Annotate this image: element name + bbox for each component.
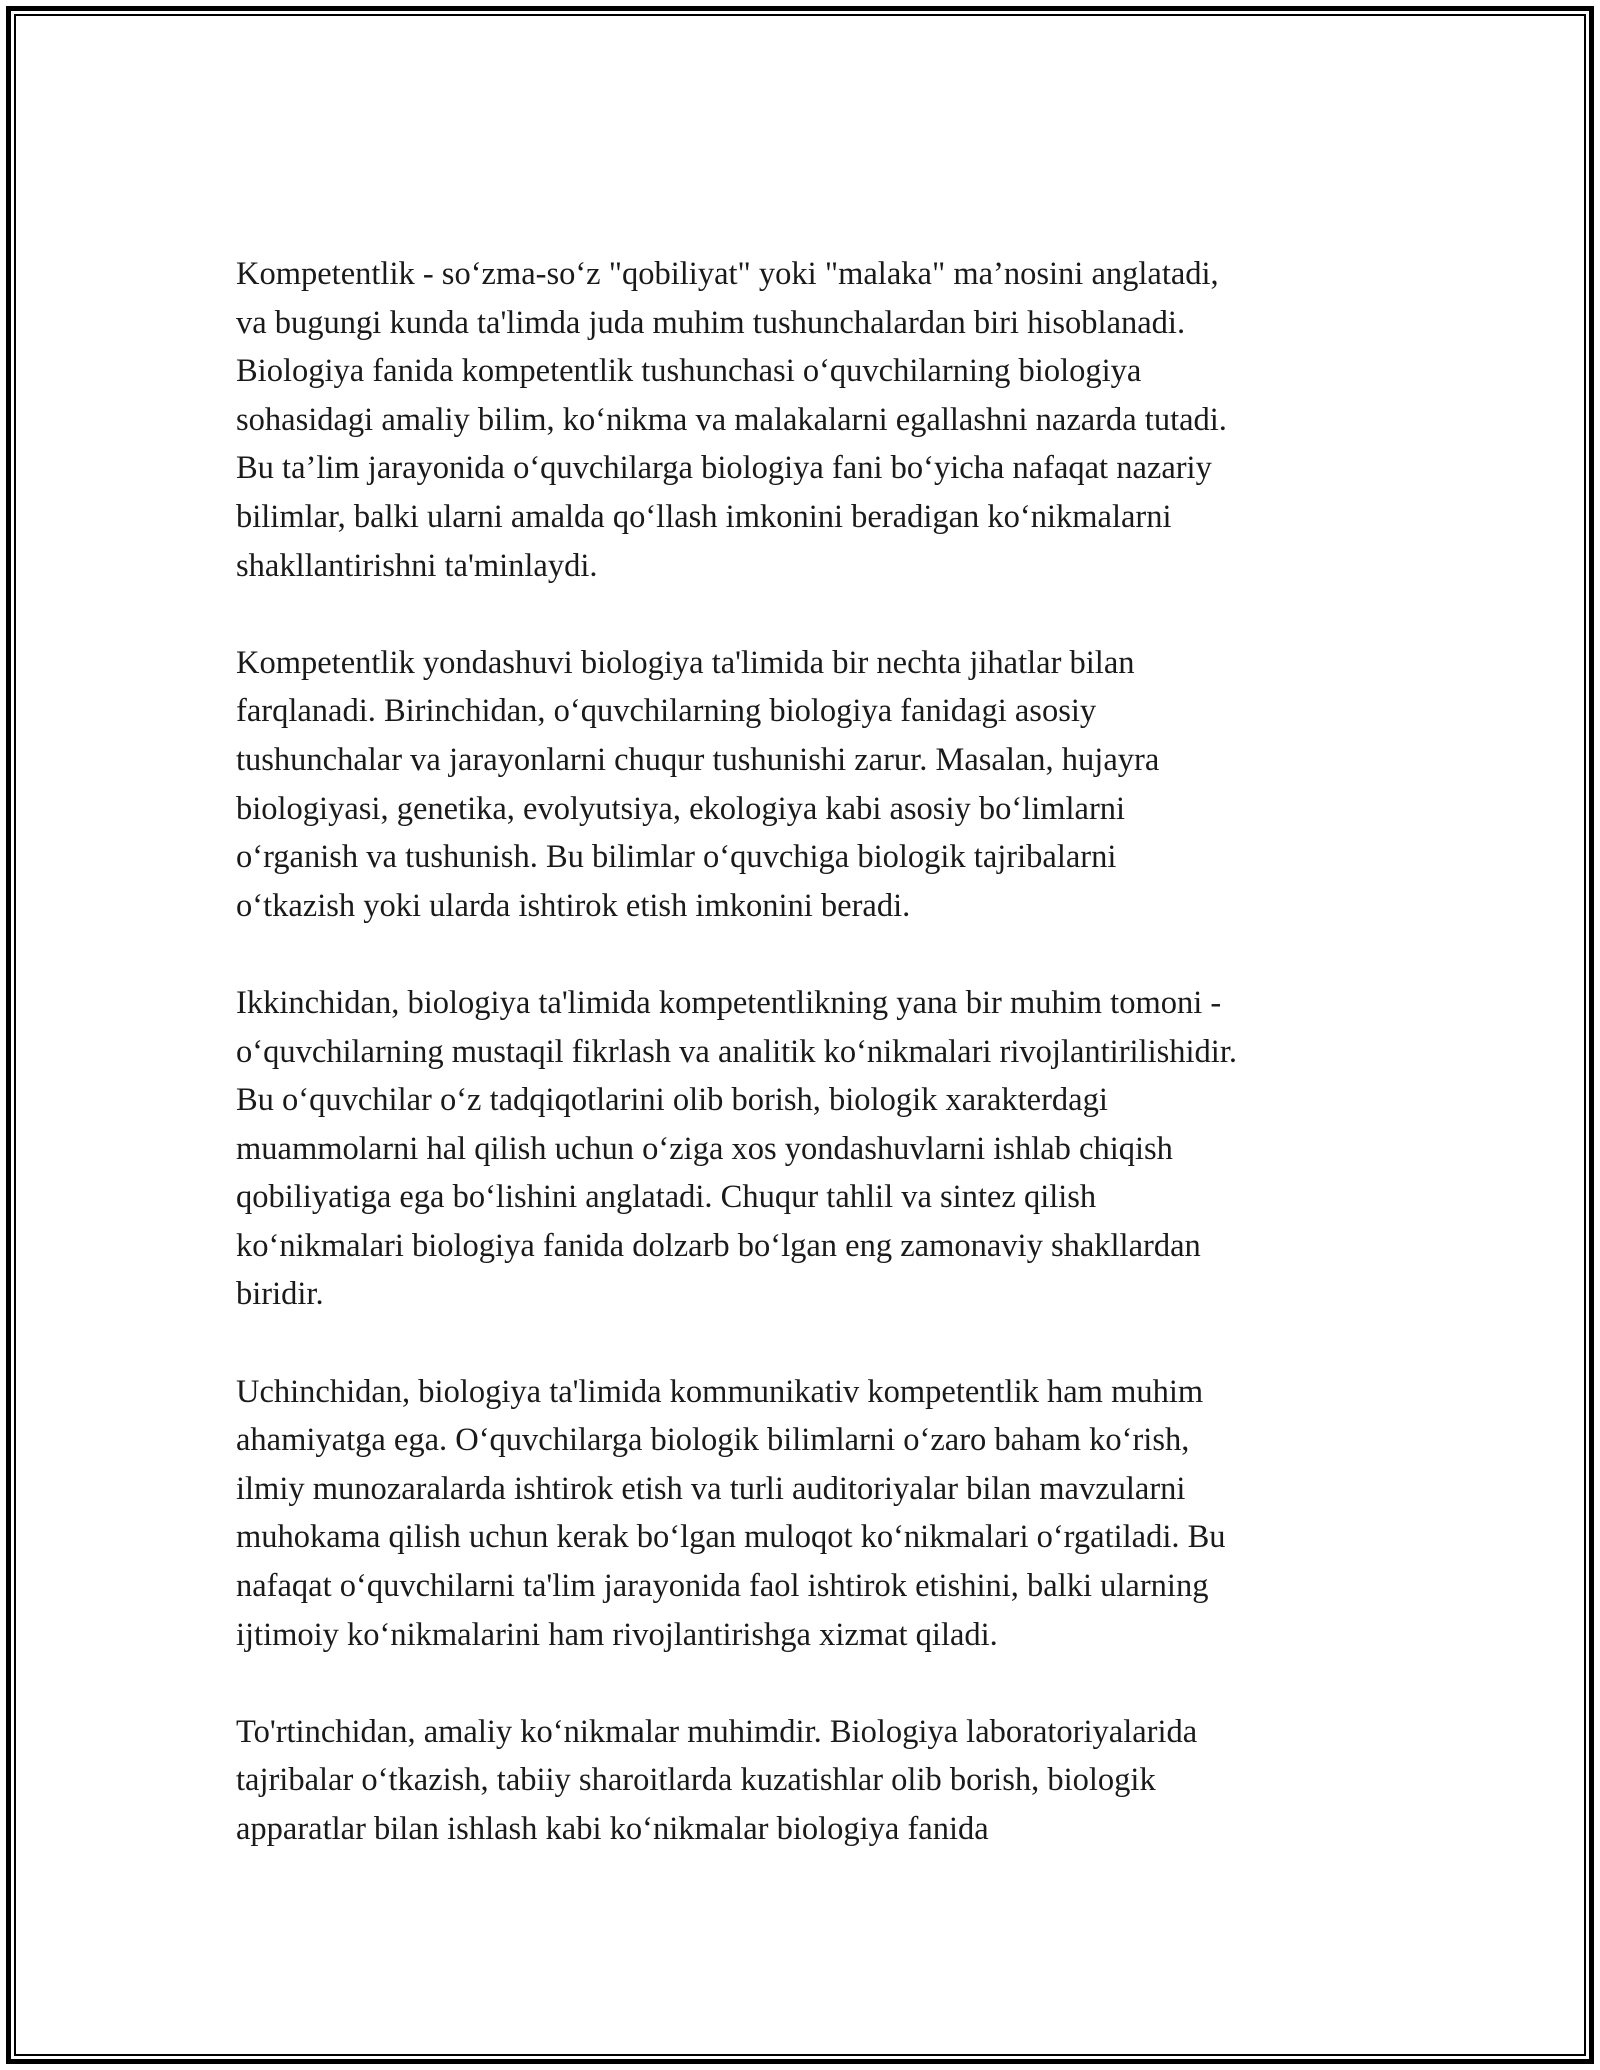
paragraph-3: Ikkinchidan, biologiya ta'limida kompetentlikning yana bir muhim tomoni - o‘quvchilarning mustaqil fikrlash va analitik ko‘nikmalari rivojlantirilishidir. Bu o‘quvchilar o‘z tadqiqotlarini olib borish, biologik xarakterdagi muammolarni hal qilish uchun o‘ziga xos yondashuvlarni ishlab chiqish qobiliyatiga ega bo‘lishini anglatadi. Chuqur tahlil va sintez qilish ko‘nikmalari biologiya fanida dolzarb bo‘lgan eng zamonaviy shakllardan biridir. (236, 984, 1237, 1313)
paragraph-2: Kompetentlik yondashuvi biologiya ta'limida bir nechta jihatlar bilan farqlanadi. Birinchidan, o‘quvchilarning biologiya fanidagi asosiy tushunchalar va jarayonlarni chuqur tushunishi zarur. Masalan, hujayra biologiyasi, genetika, evolyutsiya, ekologiya kabi asosiy bo‘limlarni o‘rganish va tushunish. Bu bilimlar o‘quvchiga biologik tajribalarni o‘tkazish yoki ularda ishtirok etish imkonini beradi. (236, 644, 1160, 924)
paragraph-1: Kompetentlik - so‘zma-so‘z "qobiliyat" yoki "malaka" ma’nosini anglatadi, va bugungi kunda ta'limda juda muhim tushunchalardan biri hisoblanadi. Biologiya fanida kompetentlik tushunchasi o‘quvchilarning biologiya sohasidagi amaliy bilim, ko‘nikma va malakalarni egallashni nazarda tutadi. Bu ta’lim jarayonida o‘quvchilarga biologiya fani bo‘yicha nafaqat nazariy bilimlar, balki ularni amalda qo‘llash imkonini beradigan ko‘nikmalarni shakllantirishni ta'minlaydi. (236, 256, 1227, 584)
paragraph-4: Uchinchidan, biologiya ta'limida kommunikativ kompetentlik ham muhim ahamiyatga ega. O‘quvchilarga biologik bilimlarni o‘zaro baham ko‘rish, ilmiy munozaralarda ishtirok etish va turli auditoriyalar bilan mavzularni muhokama qilish uchun kerak bo‘lgan muloqot ko‘nikmalari o‘rgatiladi. Bu nafaqat o‘quvchilarni ta'lim jarayonida faol ishtirok etishini, balki ularning ijtimoiy ko‘nikmalarini ham rivojlantirishga xizmat qiladi. (236, 1373, 1226, 1653)
paragraph-5: To'rtinchidan, amaliy ko‘nikmalar muhimdir. Biologiya laboratoriyalarida tajribalar o‘tkazish, tabiiy sharoitlarda kuzatishlar olib borish, biologik apparatlar bilan ishlash kabi ko‘nikmalar biologiya fanida (236, 1713, 1198, 1847)
document-body (236, 250, 1386, 1902)
